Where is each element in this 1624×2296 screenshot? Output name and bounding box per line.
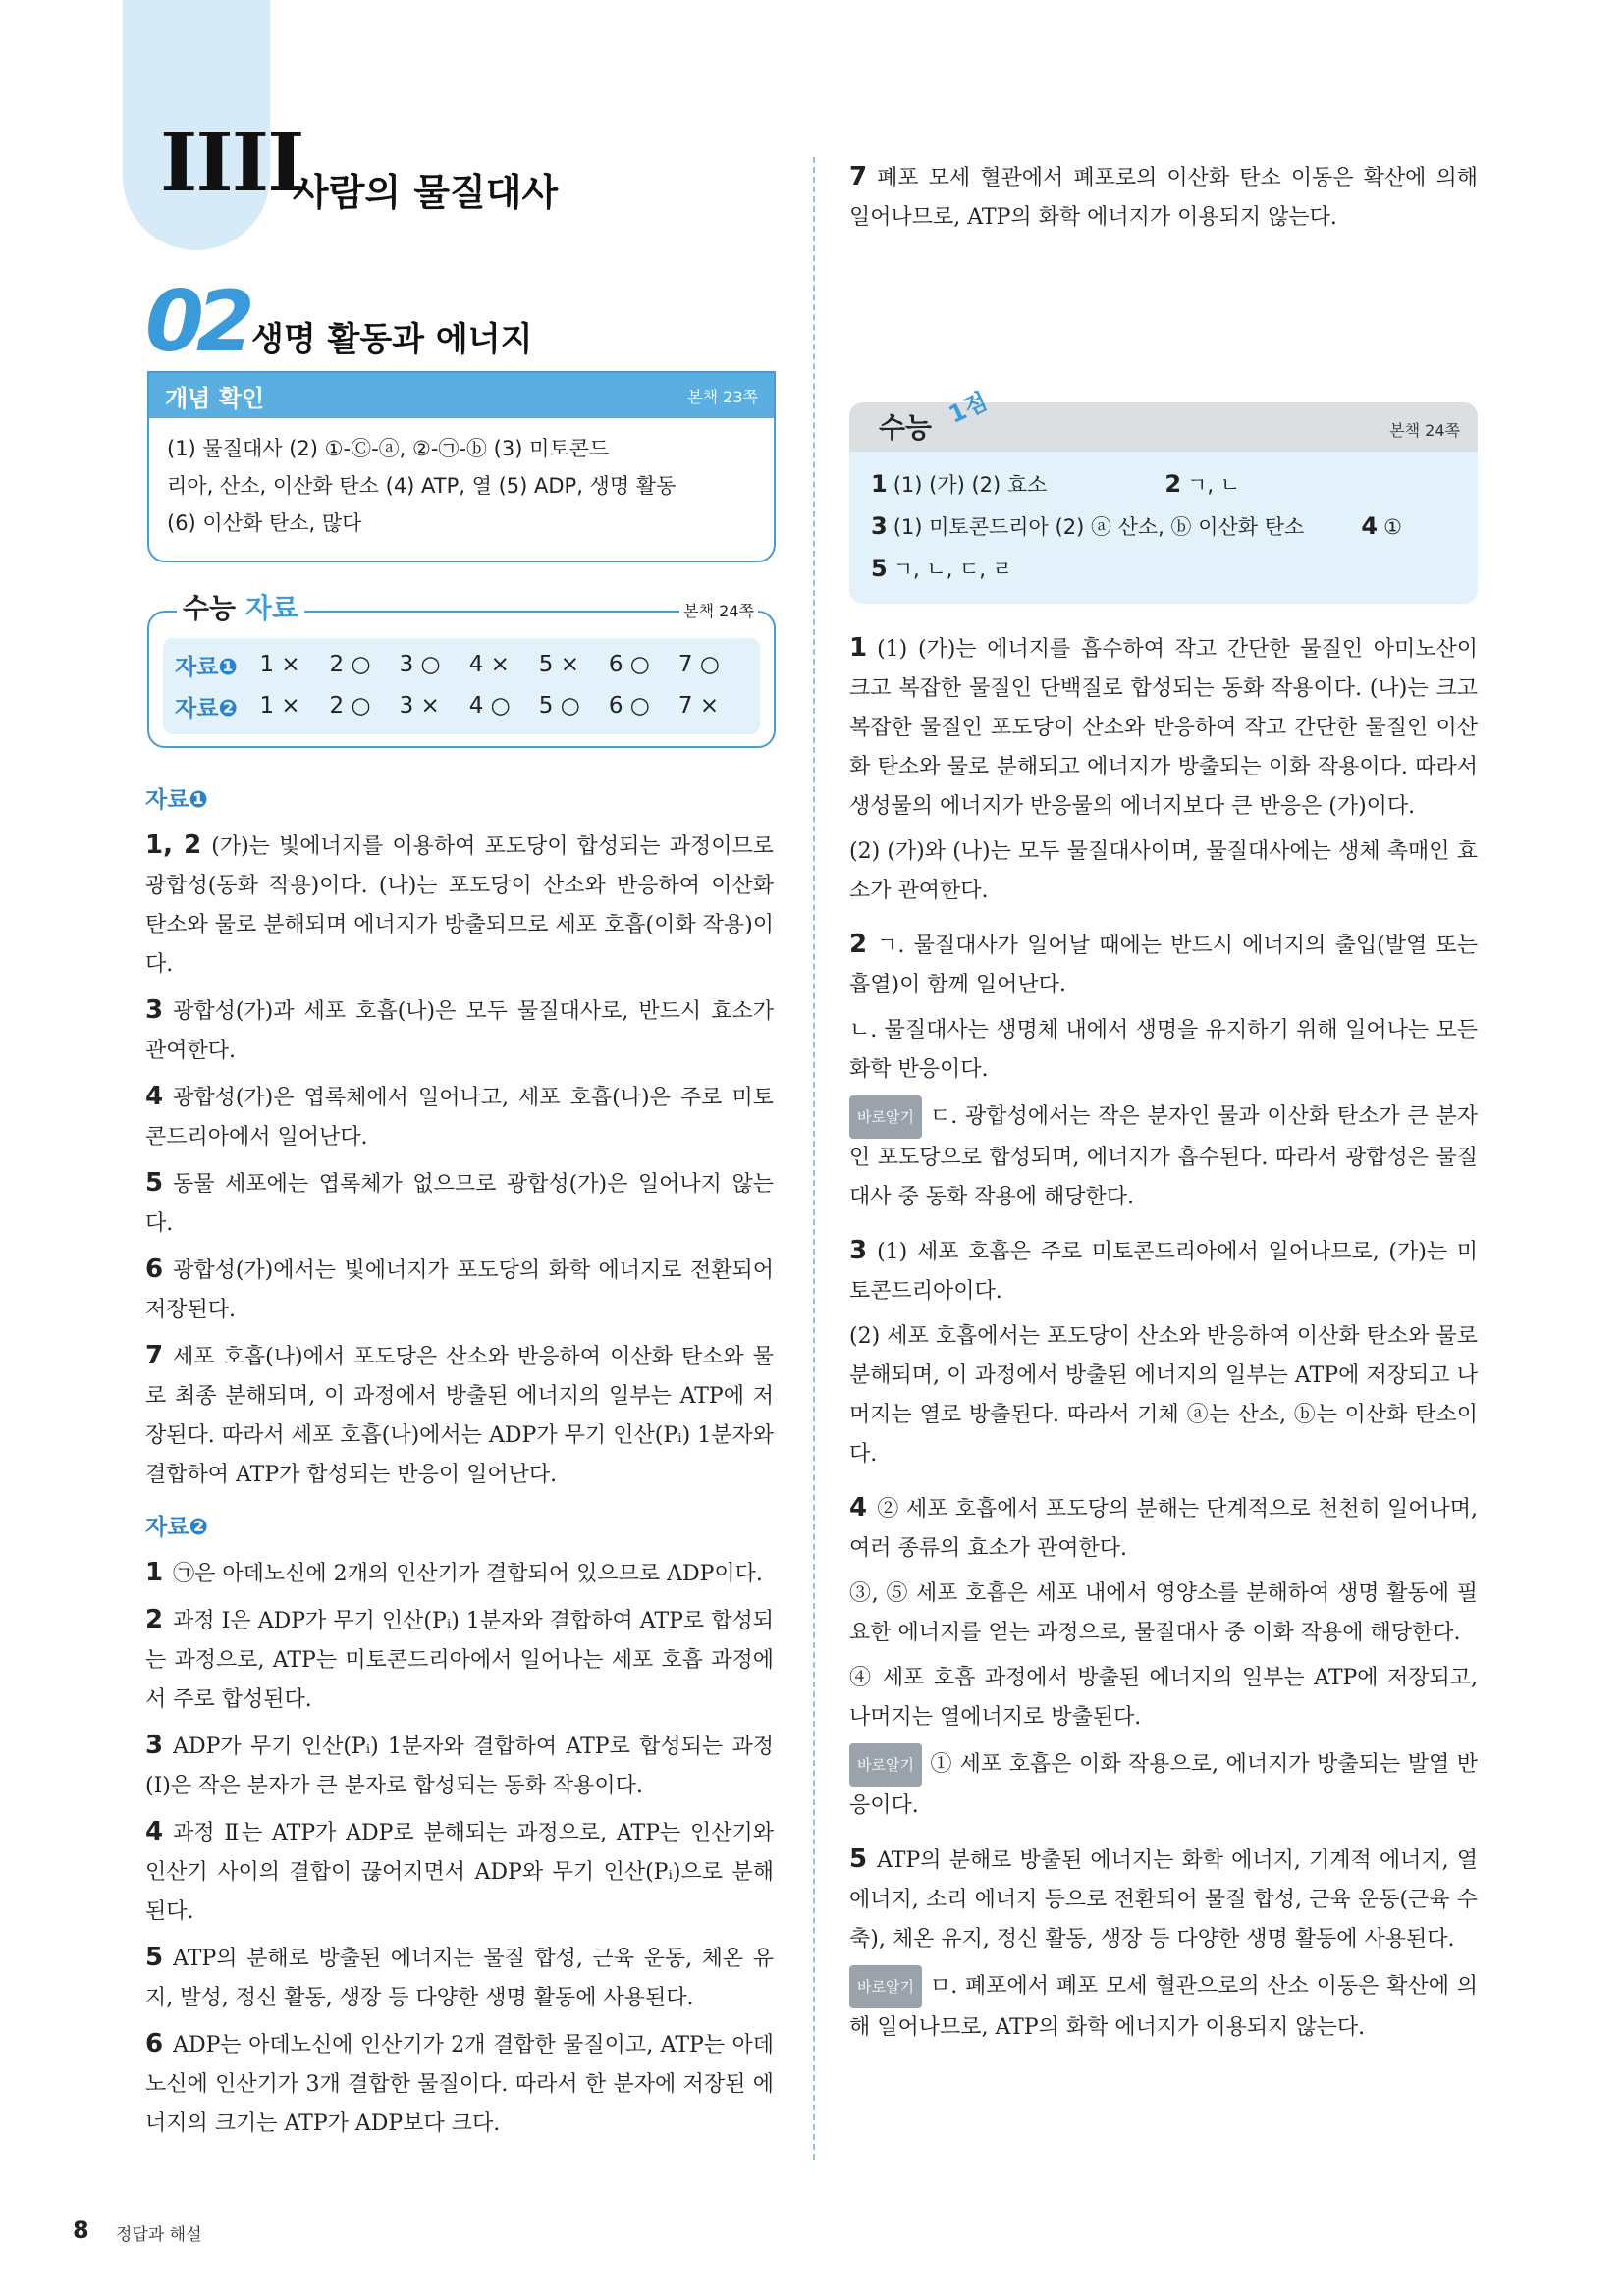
data-item: 1 ×: [259, 652, 300, 677]
data-row: [175, 644, 748, 685]
data-item: 3 ○: [399, 652, 441, 677]
answer-number: 4: [145, 1817, 164, 1846]
answer-paragraph: (2) (가)와 (나)는 모두 물질대사이며, 물질대사에는 생체 촉매인 효소가 관여한다.: [849, 839, 1478, 903]
answer-text: ㄷ. 광합성에서는 작은 분자인 물과 이산화 탄소가 큰 분자인 포도당으로 합성되며, 에너지가 흡수된다. 따라서 광합성은 물질대사 중 동화 작용에 해당한다.: [849, 1104, 1478, 1209]
answer-text: ㄱ, ㄴ: [1187, 473, 1241, 497]
answer-text: ㅁ. 폐포에서 폐포 모세 혈관으로의 산소 이동은 확산에 의해 일어나므로, ATP의 화학 에너지가 이용되지 않는다.: [849, 1974, 1478, 2040]
suneung-row: [871, 548, 1456, 590]
suneung-title: 수능: [879, 411, 933, 444]
answer-paragraph: [849, 925, 1478, 1005]
data-item: 2 ○: [329, 652, 371, 677]
answer-text: 과정 Ⅱ는 ATP가 ADP로 분해되는 과정으로, ATP는 인산기와 인산기 사이의 결합이 끊어지면서 ADP와 무기 인산(Pᵢ)으로 분해된다.: [145, 1821, 774, 1924]
answer-paragraph: [849, 1095, 1478, 1217]
concept-line: (1) 물질대사 (2) ①-Ⓒ-ⓐ, ②-㉠-ⓑ (3) 미토콘드: [167, 437, 610, 460]
answer-paragraph: [849, 157, 1478, 238]
data-item: 6 ○: [608, 652, 650, 677]
data-item: 7 ×: [677, 693, 720, 719]
answer-number: 7: [145, 1341, 164, 1370]
correction-badge: 바로알기: [849, 1965, 922, 2008]
answer-text: ㉠은 아데노신에 2개의 인산기가 결합되어 있으므로 ADP이다.: [173, 1562, 763, 1586]
answer-text: (1) (가)는 에너지를 흡수하여 작고 간단한 물질인 아미노산이 크고 복잡한 물질인 단백질로 합성되는 동화 작용이다. (나)는 크고 복잡한 물질인 포도당이 산소와 반응하여 작고 간단한 물질인 이산화 탄소와 물로 분해되고 에너지가 방출되는 이화 작용이다. 따라서 생성물의 에너지가 반응물의 에너지보다 큰 반응은 (가)이다.: [849, 637, 1478, 819]
suneung-data-box: [147, 592, 776, 748]
data-box-inner: [163, 638, 760, 734]
answer-paragraph: [849, 1231, 1478, 1311]
answer-text: ① 세포 호흡은 이화 작용으로, 에너지가 방출되는 발열 반응이다.: [849, 1752, 1478, 1818]
answer-text: 세포 호흡(나)에서 포도당은 산소와 반응하여 이산화 탄소와 물로 최종 분해되며, 이 과정에서 방출된 에너지의 일부는 ATP에 저장된다. 따라서 세포 호흡(나)에서는 ADP가 무기 인산(Pᵢ) 1분자와 결합하여 ATP가 합성되는 반응이 일어난다.: [145, 1345, 774, 1487]
page-number: 8: [73, 2216, 89, 2244]
concept-check-box: [147, 371, 776, 562]
data-box-title-b: 자료: [244, 592, 298, 624]
answer-text: (1) (가) (2) 효소: [893, 473, 1048, 497]
answer-text: ADP가 무기 인산(Pᵢ) 1분자와 결합하여 ATP로 합성되는 과정(Ⅰ)은 작은 분자가 큰 분자로 합성되는 동화 작용이다.: [145, 1735, 774, 1798]
answer-number: 1: [849, 633, 868, 663]
answer-text: (가)는 빛에너지를 이용하여 포도당이 합성되는 과정이므로 광합성(동화 작용)이다. (나)는 포도당이 산소와 반응하여 이산화 탄소와 물로 분해되며 에너지가 방출되므로 세포 호흡(이화 작용)이다.: [145, 834, 774, 977]
answer-paragraph: (2) 세포 호흡에서는 포도당이 산소와 반응하여 이산화 탄소와 물로 분해되며, 이 과정에서 방출된 에너지의 일부는 ATP에 저장되고 나머지는 열로 방출된다. 따라서 기체 ⓐ는 산소, ⓑ는 이산화 탄소이다.: [849, 1324, 1478, 1467]
concept-check-ref: 본책 23쪽: [687, 387, 758, 406]
section-number: 02: [145, 273, 247, 371]
answer-text: ADP는 아데노신에 인산기가 2개 결합한 물질이고, ATP는 아데노신에 인산기가 3개 결합한 물질이다. 따라서 한 분자에 저장된 에너지의 크기는 ATP가 ADP보다 크다.: [145, 2033, 774, 2136]
answer-paragraph: [145, 1726, 774, 1806]
suneung-body: [849, 452, 1478, 602]
data-item: 5 ×: [538, 652, 579, 677]
data-item: 3 ×: [399, 693, 440, 719]
answer-number: 2: [145, 1605, 164, 1634]
suneung-row: [871, 463, 1456, 506]
chapter-number: IIII: [160, 116, 303, 210]
answer-number: 2: [1164, 470, 1182, 498]
suneung-header: [849, 387, 1478, 452]
correction-badge: 바로알기: [849, 1743, 922, 1787]
data-box-title-a: 수능: [183, 592, 237, 624]
answer-text: ①: [1383, 515, 1402, 539]
answer-text: 광합성(가)과 세포 호흡(나)은 모두 물질대사로, 반드시 효소가 관여한다.: [145, 999, 774, 1063]
data-item: 6 ○: [608, 693, 650, 719]
answer-number: 2: [849, 930, 868, 959]
answer-number: 3: [871, 512, 888, 540]
concept-line: (6) 이산화 탄소, 많다: [167, 511, 362, 535]
answer-text: ATP의 분해로 방출된 에너지는 물질 합성, 근육 운동, 체온 유지, 발성, 정신 활동, 생장 등 다양한 생명 활동에 사용된다.: [145, 1947, 774, 2010]
left-column: [145, 775, 774, 2150]
suneung-row: [871, 506, 1456, 548]
answer-number: 3: [849, 1236, 868, 1265]
answer-text: 광합성(가)에서는 빛에너지가 포도당의 화학 에너지로 전환되어 저장된다.: [145, 1258, 774, 1322]
answer-paragraph: [145, 2024, 774, 2144]
concept-line: 리아, 산소, 이산화 탄소 (4) ATP, 열 (5) ADP, 생명 활동: [167, 474, 677, 498]
concept-check-body: [149, 418, 774, 554]
answer-text: 광합성(가)은 엽록체에서 일어나고, 세포 호흡(나)은 주로 미토콘드리아에서 일어난다.: [145, 1086, 774, 1149]
answer-paragraph: [849, 1840, 1478, 1959]
answer-text: 폐포 모세 혈관에서 폐포로의 이산화 탄소 이동은 확산에 의해 일어나므로, ATP의 화학 에너지가 이용되지 않는다.: [849, 166, 1478, 230]
data-box-title: [177, 587, 304, 626]
correction-badge: 바로알기: [849, 1095, 922, 1139]
answer-text: (1) 세포 호흡은 주로 미토콘드리아에서 일어나므로, (가)는 미토콘드리아이다.: [849, 1240, 1478, 1304]
chapter-title: 사람의 물질대사: [293, 171, 559, 214]
answer-number: 5: [145, 1168, 164, 1198]
answer-number: 3: [145, 1731, 164, 1760]
answer-paragraph: [145, 826, 774, 985]
section-title: 생명 활동과 에너지: [251, 320, 533, 359]
answer-paragraph: [145, 1163, 774, 1244]
answer-paragraph: [849, 1743, 1478, 1826]
data-row-label: 자료❶: [175, 654, 238, 680]
answer-number: 5: [145, 1943, 164, 1972]
concept-check-title: 개념 확인: [165, 384, 265, 412]
answer-number: 7: [849, 162, 868, 191]
right-column: [849, 628, 1478, 2054]
answer-text: (1) 미토콘드리아 (2) ⓐ 산소, ⓑ 이산화 탄소: [893, 515, 1305, 539]
answer-number: 1: [145, 1558, 164, 1587]
concept-check-header: [149, 373, 774, 418]
suneung-ref: 본책 24쪽: [1389, 421, 1460, 440]
answer-paragraph: [145, 1250, 774, 1330]
answer-number: 4: [849, 1493, 868, 1522]
answer-text: ㄱ. 물질대사가 일어날 때에는 반드시 에너지의 출입(발열 또는 흡열)이 함께 일어난다.: [849, 934, 1478, 997]
answer-number: 5: [871, 555, 888, 582]
answer-number: 1, 2: [145, 830, 202, 860]
answer-paragraph: [145, 1553, 774, 1594]
answer-text: 동물 세포에는 엽록체가 없으므로 광합성(가)은 일어나지 않는다.: [145, 1172, 774, 1236]
footer-label: 정답과 해설: [116, 2225, 202, 2245]
answer-number: 6: [145, 2029, 164, 2058]
answer-text: ㄱ, ㄴ, ㄷ, ㄹ: [893, 558, 1012, 581]
answer-text: 과정 Ⅰ은 ADP가 무기 인산(Pᵢ) 1분자와 결합하여 ATP로 합성되는 과정으로, ATP는 미토콘드리아에서 일어나는 세포 호흡 과정에서 주로 합성된다.: [145, 1609, 774, 1712]
data-item: 2 ○: [329, 693, 371, 719]
answer-paragraph: ㄴ. 물질대사는 생명체 내에서 생명을 유지하기 위해 일어나는 모든 화학 반응이다.: [849, 1018, 1478, 1082]
answer-number: 1: [871, 470, 888, 498]
answer-paragraph: [145, 1812, 774, 1932]
answer-paragraph: [145, 1938, 774, 2018]
suneung-badge: 1점: [945, 387, 992, 429]
answer-number: 4: [1361, 512, 1379, 540]
answer-paragraph: [145, 1336, 774, 1495]
answer-paragraph: [145, 1600, 774, 1720]
answer-paragraph: [849, 628, 1478, 827]
suneung-1point-box: [849, 387, 1478, 604]
sub-heading: 자료❶: [145, 787, 208, 813]
data-item: 4 ○: [468, 693, 511, 719]
data-row-label: 자료❷: [175, 695, 238, 721]
sub-heading: 자료❷: [145, 1515, 208, 1540]
answer-paragraph: [849, 1488, 1478, 1569]
data-box-ref: 본책 24쪽: [679, 599, 758, 621]
answer-paragraph: ④ 세포 호흡 과정에서 방출된 에너지의 일부는 ATP에 저장되고, 나머지는 열에너지로 방출된다.: [849, 1666, 1478, 1730]
answer-number: 5: [849, 1844, 868, 1874]
right-top-paragraph: [849, 157, 1478, 243]
answer-paragraph: ③, ⑤ 세포 호흡은 세포 내에서 영양소를 분해하여 생명 활동에 필요한 에너지를 얻는 과정으로, 물질대사 중 이화 작용에 해당한다.: [849, 1581, 1478, 1645]
answer-text: ② 세포 호흡에서 포도당의 분해는 단계적으로 천천히 일어나며, 여러 종류의 효소가 관여한다.: [849, 1497, 1478, 1561]
answer-number: 3: [145, 995, 164, 1025]
answer-paragraph: [145, 990, 774, 1071]
answer-text: ATP의 분해로 방출된 에너지는 화학 에너지, 기계적 에너지, 열에너지, 소리 에너지 등으로 전환되어 물질 합성, 근육 운동(근육 수축), 체온 유지, 정신 활동, 생장 등 다양한 생명 활동에 사용된다.: [849, 1848, 1478, 1951]
answer-number: 4: [145, 1082, 164, 1111]
column-divider: [813, 157, 815, 2160]
answer-paragraph: [849, 1965, 1478, 2048]
data-item: 7 ○: [677, 652, 720, 677]
data-row: [175, 685, 748, 726]
data-item: 4 ×: [468, 652, 510, 677]
answer-number: 6: [145, 1255, 164, 1284]
data-item: 1 ×: [259, 693, 300, 719]
answer-paragraph: [145, 1077, 774, 1157]
section-header: [145, 273, 774, 371]
data-item: 5 ○: [538, 693, 580, 719]
